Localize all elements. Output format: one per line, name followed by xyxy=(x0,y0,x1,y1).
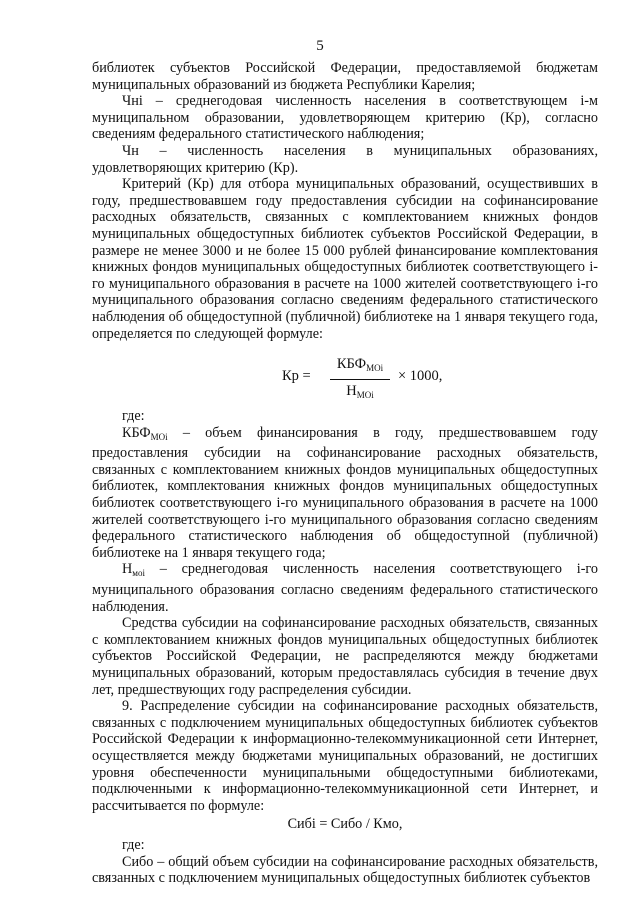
formula-sib: Сибi = Сибо / Кмо, xyxy=(287,816,403,833)
chni-symbol: Чнi xyxy=(122,93,143,110)
sredstva-paragraph: Средства субсидии на софинансирование расходных обязательств, связанных с комплектованием книжных фондов муниципальных общедоступных библиотек субъектов Российской Федерации, не распределяются между бюджетами муниципальных образований, которым предоставлялась субсидия в течение двух лет, предшествующих году распределения субсидии. xyxy=(92,615,598,698)
criteria-paragraph: Критерий (Кр) для отбора муниципальных образований, осуществивших в году, предшествовавшем году предоставления субсидии на софинансирование расходных обязательств, связанных с комплектованием книжных фондов муниципальных общедоступных библиотек субъектов Российской Федерации, в размере не менее 3000 и не более 15 000 рублей финансирование комплектования книжных фондов муниципальных общедоступных библиотек соответствующего i-го муниципального образования в расчете на 1000 жителей соответствующего i-го муниципального образования согласно сведениям федерального статистического наблюдения об общедоступной (публичной) библиотеке на 1 января текущего года, определяется по следующей формуле: xyxy=(92,176,598,342)
denominator-text: Н xyxy=(346,382,357,399)
chn-text: – численность населения в муниципальных образованиях, удовлетворяющих критерию (Кр). xyxy=(92,142,598,176)
nmoi-subscript: моi xyxy=(132,568,145,579)
paragraph-9: 9. Распределение субсидии на софинансирование расходных обязательств, связанных с подключением муниципальных общедоступных библиотек субъектов Российской Федерации к информационно-телекоммуникационной сети Интернет, осуществляется между бюджетами муниципальных образований, не достигших уровня обеспеченности муниципальными общедоступными библиотеками, подключенными к информационно-телекоммуникационной сети Интернет, и рассчитывается по формуле: xyxy=(92,698,598,814)
kbf-subscript: МОi xyxy=(150,431,168,442)
kbf-definition xyxy=(92,425,598,562)
sibo-paragraph: Сибо – общий объем субсидии на софинансирование расходных обязательств, связанных с подключением муниципальных общедоступных библиотек субъектов xyxy=(92,853,598,887)
nmoi-symbol: Н xyxy=(122,561,133,578)
nmoi-definition xyxy=(92,561,598,615)
numerator-subscript: МОi xyxy=(366,363,384,374)
chni-definition xyxy=(92,93,598,143)
chn-symbol: Чн xyxy=(122,142,139,159)
chn-definition xyxy=(92,143,598,176)
formula-fraction xyxy=(330,356,390,403)
denominator-subscript: МОi xyxy=(356,389,374,400)
formula-lhs: Кр = xyxy=(282,368,311,385)
document-body xyxy=(92,60,598,887)
numerator-text: КБФ xyxy=(336,356,367,373)
where-label-1: где: xyxy=(122,408,145,425)
formula-kr xyxy=(92,356,598,400)
kbf-symbol: КБФ xyxy=(122,424,151,441)
formula-denominator xyxy=(330,380,390,404)
chni-text: – среднегодовая численность населения в соответствующем i-м муниципальном образовании, удовлетворяющем критерию (Кр), согласно сведениям федерального статистического наблюдения; xyxy=(92,93,598,143)
where-label-2: где: xyxy=(122,836,145,853)
kbf-text: – объем финансирования в году, предшествовавшем году предоставления субсидии на софинансирование расходных обязательств, связанных с комплектованием книжных фондов муниципальных общедоступных библиотек, комплектования книжных фондов муниципальных общедоступных библиотек соответствующего i-го муниципального образования в расчете на 1000 жителей соответствующего i-го муниципального образования согласно сведениям федерального статистического наблюдения об общедоступной (публичной) библиотеке на 1 января текущего года; xyxy=(92,424,598,561)
formula-numerator xyxy=(330,356,390,380)
page-number: 5 xyxy=(316,38,324,54)
intro-paragraph: библиотек субъектов Российской Федерации, предоставляемой бюджетам муниципальных образований из бюджета Республики Карелия; xyxy=(92,60,598,93)
formula-rhs: × 1000, xyxy=(398,368,443,385)
nmoi-text: – среднегодовая численность населения соответствующего i-го муниципального образования согласно сведениям федерального статистического наблюдения. xyxy=(92,561,598,615)
